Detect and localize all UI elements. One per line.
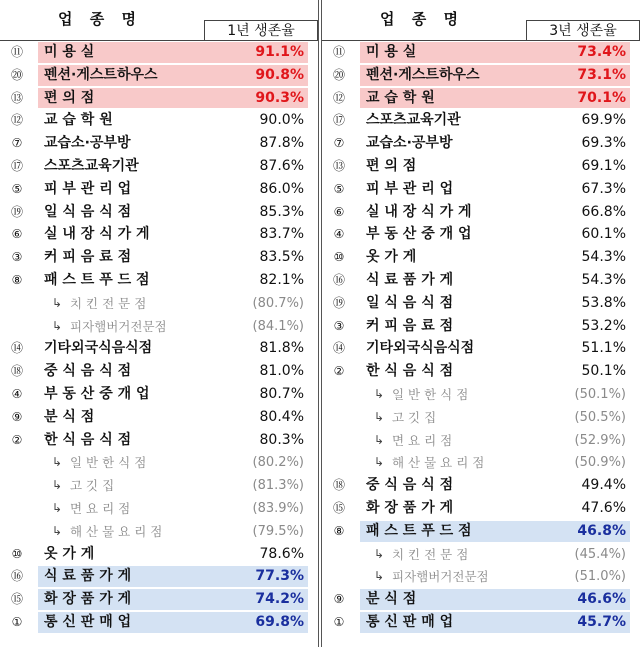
row-index: ⑥ xyxy=(333,204,345,219)
table-row xyxy=(322,520,640,543)
table-header xyxy=(322,0,640,41)
survival-rate-value: 80.7% xyxy=(259,385,304,402)
table-row xyxy=(322,588,640,611)
business-name: 옷 가 게 xyxy=(44,545,95,562)
business-name: 패 스 트 푸 드 점 xyxy=(44,271,150,288)
header-1yr-survival: 1년 생존율 xyxy=(204,20,318,41)
row-index: ⑩ xyxy=(333,250,345,265)
survival-rate-value: 80.3% xyxy=(259,431,304,448)
row-index: ⑫ xyxy=(332,90,345,105)
survival-rate-value: 47.6% xyxy=(581,499,626,516)
row-index: ⑰ xyxy=(332,113,345,128)
business-name: 실 내 장 식 가 게 xyxy=(44,226,150,243)
survival-rate-value: 69.8% xyxy=(255,613,304,630)
panel-1yr xyxy=(0,0,318,647)
survival-rate-value: 46.6% xyxy=(577,591,626,608)
business-name: 기타외국식음식점 xyxy=(366,340,475,357)
survival-rate-value: 77.3% xyxy=(255,568,304,585)
survival-rate-value: (51.0%) xyxy=(574,569,626,585)
table-row xyxy=(0,223,318,246)
sub-item-arrow-icon: ↳ xyxy=(374,386,385,401)
survival-rate-value: 46.8% xyxy=(577,522,626,539)
business-name: 고 깃 집 xyxy=(70,478,115,494)
survival-rate-value: 80.4% xyxy=(259,408,304,425)
row-index: ⑪ xyxy=(332,45,345,59)
row-index: ⑭ xyxy=(10,341,23,356)
table-row xyxy=(0,474,318,497)
table-row xyxy=(0,178,318,201)
survival-rate-value: (84.1%) xyxy=(252,318,304,334)
table-row xyxy=(0,429,318,452)
survival-rate-value: (52.9%) xyxy=(574,432,626,448)
business-name: 스포츠교육기관 xyxy=(366,112,461,129)
survival-rate-value: 69.1% xyxy=(581,157,626,174)
survival-rate-value: 82.1% xyxy=(259,271,304,288)
table-row xyxy=(0,64,318,87)
survival-rate-value: 87.8% xyxy=(259,135,304,152)
business-name: 화 장 품 가 게 xyxy=(366,499,454,516)
business-name: 치 킨 전 문 점 xyxy=(70,295,147,311)
business-name: 피자햄버거전문점 xyxy=(70,318,167,334)
business-name: 분 식 점 xyxy=(366,591,417,608)
row-index: ⑪ xyxy=(10,45,23,59)
survival-rate-value: 66.8% xyxy=(581,203,626,220)
sub-item-arrow-icon: ↳ xyxy=(374,409,385,424)
table-row xyxy=(322,474,640,497)
survival-rate-value: 91.1% xyxy=(255,44,304,60)
table-row xyxy=(0,269,318,292)
table-row xyxy=(0,383,318,406)
business-name: 교 습 학 원 xyxy=(366,89,435,106)
header-business-name: 업 종 명 xyxy=(380,10,464,28)
sub-item-arrow-icon: ↳ xyxy=(374,455,385,470)
table-row xyxy=(322,497,640,520)
row-index: ⑥ xyxy=(11,227,23,242)
business-name: 일 식 음 식 점 xyxy=(366,294,454,311)
row-index: ⑱ xyxy=(332,478,345,493)
row-index: ⑱ xyxy=(10,364,23,379)
table-row xyxy=(322,41,640,64)
survival-rate-value: 87.6% xyxy=(259,157,304,174)
business-name: 면 요 리 점 xyxy=(70,500,131,516)
business-name: 교습소·공부방 xyxy=(44,135,131,152)
row-index: ⑤ xyxy=(11,181,23,196)
row-index: ⑦ xyxy=(333,136,345,151)
table-row xyxy=(0,611,318,634)
business-name: 해 산 물 요 리 점 xyxy=(70,523,163,539)
business-name: 스포츠교육기관 xyxy=(44,157,139,174)
table-row xyxy=(0,87,318,110)
business-name: 기타외국식음식점 xyxy=(44,340,153,357)
business-name: 중 식 음 식 점 xyxy=(366,477,454,494)
business-name: 피 부 관 리 업 xyxy=(44,180,132,197)
table-row xyxy=(322,337,640,360)
table-row xyxy=(0,543,318,566)
table-row xyxy=(0,588,318,611)
business-name: 일 반 한 식 점 xyxy=(392,386,469,402)
survival-rate-value: 45.7% xyxy=(577,613,626,630)
table-row xyxy=(0,155,318,178)
table-row xyxy=(322,64,640,87)
business-name: 펜션·게스트하우스 xyxy=(44,66,158,83)
row-index: ⑯ xyxy=(10,569,23,584)
table-row xyxy=(322,543,640,566)
table-row xyxy=(322,611,640,634)
survival-rate-value: 74.2% xyxy=(255,591,304,608)
row-index: ② xyxy=(11,432,23,447)
survival-rate-value: 51.1% xyxy=(581,340,626,357)
row-index: ④ xyxy=(333,227,345,242)
business-name: 일 반 한 식 점 xyxy=(70,455,147,471)
business-name: 부 동 산 중 개 업 xyxy=(44,385,150,402)
survival-rate-value: 81.0% xyxy=(259,363,304,380)
row-index: ⑲ xyxy=(10,204,23,219)
survival-rate-value: 90.8% xyxy=(255,66,304,83)
table-row xyxy=(322,292,640,315)
row-index: ⑳ xyxy=(10,67,23,82)
table-row xyxy=(0,565,318,588)
table-row xyxy=(322,429,640,452)
sub-item-arrow-icon: ↳ xyxy=(52,295,63,310)
business-name: 면 요 리 점 xyxy=(392,432,453,448)
row-index: ⑧ xyxy=(11,272,23,287)
table-row xyxy=(0,315,318,338)
business-name: 일 식 음 식 점 xyxy=(44,203,132,220)
business-name: 중 식 음 식 점 xyxy=(44,363,132,380)
sub-item-arrow-icon: ↳ xyxy=(52,478,63,493)
survival-rate-value: 85.3% xyxy=(259,203,304,220)
survival-rate-value: (50.9%) xyxy=(574,455,626,471)
table-row xyxy=(0,520,318,543)
row-index: ⑭ xyxy=(332,341,345,356)
survival-rate-value: 70.1% xyxy=(577,89,626,106)
survival-rate-value: 83.7% xyxy=(259,226,304,243)
table-row xyxy=(322,315,640,338)
rows-1yr xyxy=(0,41,318,634)
business-name: 미 용 실 xyxy=(366,44,417,60)
table-row xyxy=(322,155,640,178)
table-header xyxy=(0,0,318,41)
header-3yr-survival: 3년 생존율 xyxy=(526,20,640,41)
business-name: 분 식 점 xyxy=(44,408,95,425)
table-row xyxy=(0,201,318,224)
survival-rate-value: 53.2% xyxy=(581,317,626,334)
table-row xyxy=(0,292,318,315)
business-name: 편 의 점 xyxy=(44,89,95,106)
business-name: 옷 가 게 xyxy=(366,249,417,266)
row-index: ③ xyxy=(11,250,23,265)
business-name: 교습소·공부방 xyxy=(366,135,453,152)
row-index: ⑤ xyxy=(333,181,345,196)
row-index: ① xyxy=(11,614,23,629)
table-row xyxy=(0,132,318,155)
survival-rate-value: 67.3% xyxy=(581,180,626,197)
survival-rate-value: (50.1%) xyxy=(574,386,626,402)
sub-item-arrow-icon: ↳ xyxy=(374,546,385,561)
panel-3yr xyxy=(322,0,640,647)
business-name: 한 식 음 식 점 xyxy=(44,431,132,448)
survival-rate-value: (80.7%) xyxy=(252,295,304,311)
row-index: ⑲ xyxy=(332,295,345,310)
survival-rate-value: 78.6% xyxy=(259,545,304,562)
row-index: ② xyxy=(333,364,345,379)
business-name: 미 용 실 xyxy=(44,44,95,60)
row-index: ⑳ xyxy=(332,67,345,82)
row-index: ⑬ xyxy=(10,90,23,105)
sub-item-arrow-icon: ↳ xyxy=(52,523,63,538)
business-name: 치 킨 전 문 점 xyxy=(392,546,469,562)
row-index: ⑯ xyxy=(332,272,345,287)
survival-rate-value: 90.0% xyxy=(259,112,304,129)
survival-rate-value: 69.3% xyxy=(581,135,626,152)
survival-rate-value: 73.1% xyxy=(577,66,626,83)
table-row xyxy=(322,565,640,588)
survival-rate-value: (79.5%) xyxy=(252,523,304,539)
business-name: 한 식 음 식 점 xyxy=(366,363,454,380)
business-name: 실 내 장 식 가 게 xyxy=(366,203,472,220)
table-row xyxy=(322,223,640,246)
table-row xyxy=(0,337,318,360)
survival-rate-value: (83.9%) xyxy=(252,500,304,516)
sub-item-arrow-icon: ↳ xyxy=(374,569,385,584)
survival-rate-value: 86.0% xyxy=(259,180,304,197)
table-row xyxy=(0,451,318,474)
header-business-name: 업 종 명 xyxy=(58,10,142,28)
survival-rate-value: 50.1% xyxy=(581,363,626,380)
survival-rate-value: 54.3% xyxy=(581,249,626,266)
sub-item-arrow-icon: ↳ xyxy=(52,318,63,333)
business-name: 통 신 판 매 업 xyxy=(44,613,132,630)
survival-rate-value: 54.3% xyxy=(581,271,626,288)
row-index: ⑨ xyxy=(11,409,23,424)
business-name: 교 습 학 원 xyxy=(44,112,113,129)
business-name: 편 의 점 xyxy=(366,157,417,174)
sub-item-arrow-icon: ↳ xyxy=(374,432,385,447)
table-row xyxy=(0,109,318,132)
business-name: 식 료 품 가 게 xyxy=(366,271,454,288)
survival-rate-value: 69.9% xyxy=(581,112,626,129)
business-name: 화 장 품 가 게 xyxy=(44,591,132,608)
business-name: 커 피 음 료 점 xyxy=(366,317,454,334)
row-index: ⑰ xyxy=(10,158,23,173)
survival-rate-value: 81.8% xyxy=(259,340,304,357)
survival-rate-value: 49.4% xyxy=(581,477,626,494)
row-index: ⑨ xyxy=(333,592,345,607)
business-name: 커 피 음 료 점 xyxy=(44,249,132,266)
row-index: ⑧ xyxy=(333,523,345,538)
sub-item-arrow-icon: ↳ xyxy=(52,455,63,470)
table-row xyxy=(322,178,640,201)
survival-rate-value: (80.2%) xyxy=(252,455,304,471)
table-row xyxy=(0,497,318,520)
survival-rate-value: 60.1% xyxy=(581,226,626,243)
row-index: ④ xyxy=(11,386,23,401)
row-index: ③ xyxy=(333,318,345,333)
table-row xyxy=(0,360,318,383)
row-index: ⑮ xyxy=(10,592,23,607)
table-row xyxy=(322,87,640,110)
table-row xyxy=(322,383,640,406)
business-name: 피 부 관 리 업 xyxy=(366,180,454,197)
survival-rate-value: 83.5% xyxy=(259,249,304,266)
table-row xyxy=(322,132,640,155)
business-name: 피자햄버거전문점 xyxy=(392,569,489,585)
table-row xyxy=(322,109,640,132)
table-row xyxy=(322,451,640,474)
business-name: 패 스 트 푸 드 점 xyxy=(366,522,472,539)
business-name: 펜션·게스트하우스 xyxy=(366,66,480,83)
survival-rate-value: 53.8% xyxy=(581,294,626,311)
survival-rate-value: (81.3%) xyxy=(252,478,304,494)
rows-3yr xyxy=(322,41,640,634)
table-row xyxy=(322,201,640,224)
row-index: ⑦ xyxy=(11,136,23,151)
row-index: ① xyxy=(333,614,345,629)
table-row xyxy=(322,360,640,383)
sub-item-arrow-icon: ↳ xyxy=(52,500,63,515)
table-row xyxy=(0,406,318,429)
row-index: ⑩ xyxy=(11,546,23,561)
row-index: ⑮ xyxy=(332,500,345,515)
table-row xyxy=(322,246,640,269)
business-name: 통 신 판 매 업 xyxy=(366,613,454,630)
table-row xyxy=(322,269,640,292)
table-row xyxy=(322,406,640,429)
business-name: 고 깃 집 xyxy=(392,409,437,425)
table-row xyxy=(0,246,318,269)
survival-rate-value: (50.5%) xyxy=(574,409,626,425)
row-index: ⑬ xyxy=(332,158,345,173)
business-name: 해 산 물 요 리 점 xyxy=(392,455,485,471)
survival-rate-value: (45.4%) xyxy=(574,546,626,562)
table-row xyxy=(0,41,318,64)
survival-rate-value: 73.4% xyxy=(577,44,626,60)
business-name: 식 료 품 가 게 xyxy=(44,568,132,585)
business-name: 부 동 산 중 개 업 xyxy=(366,226,472,243)
row-index: ⑫ xyxy=(10,113,23,128)
survival-rate-value: 90.3% xyxy=(255,89,304,106)
